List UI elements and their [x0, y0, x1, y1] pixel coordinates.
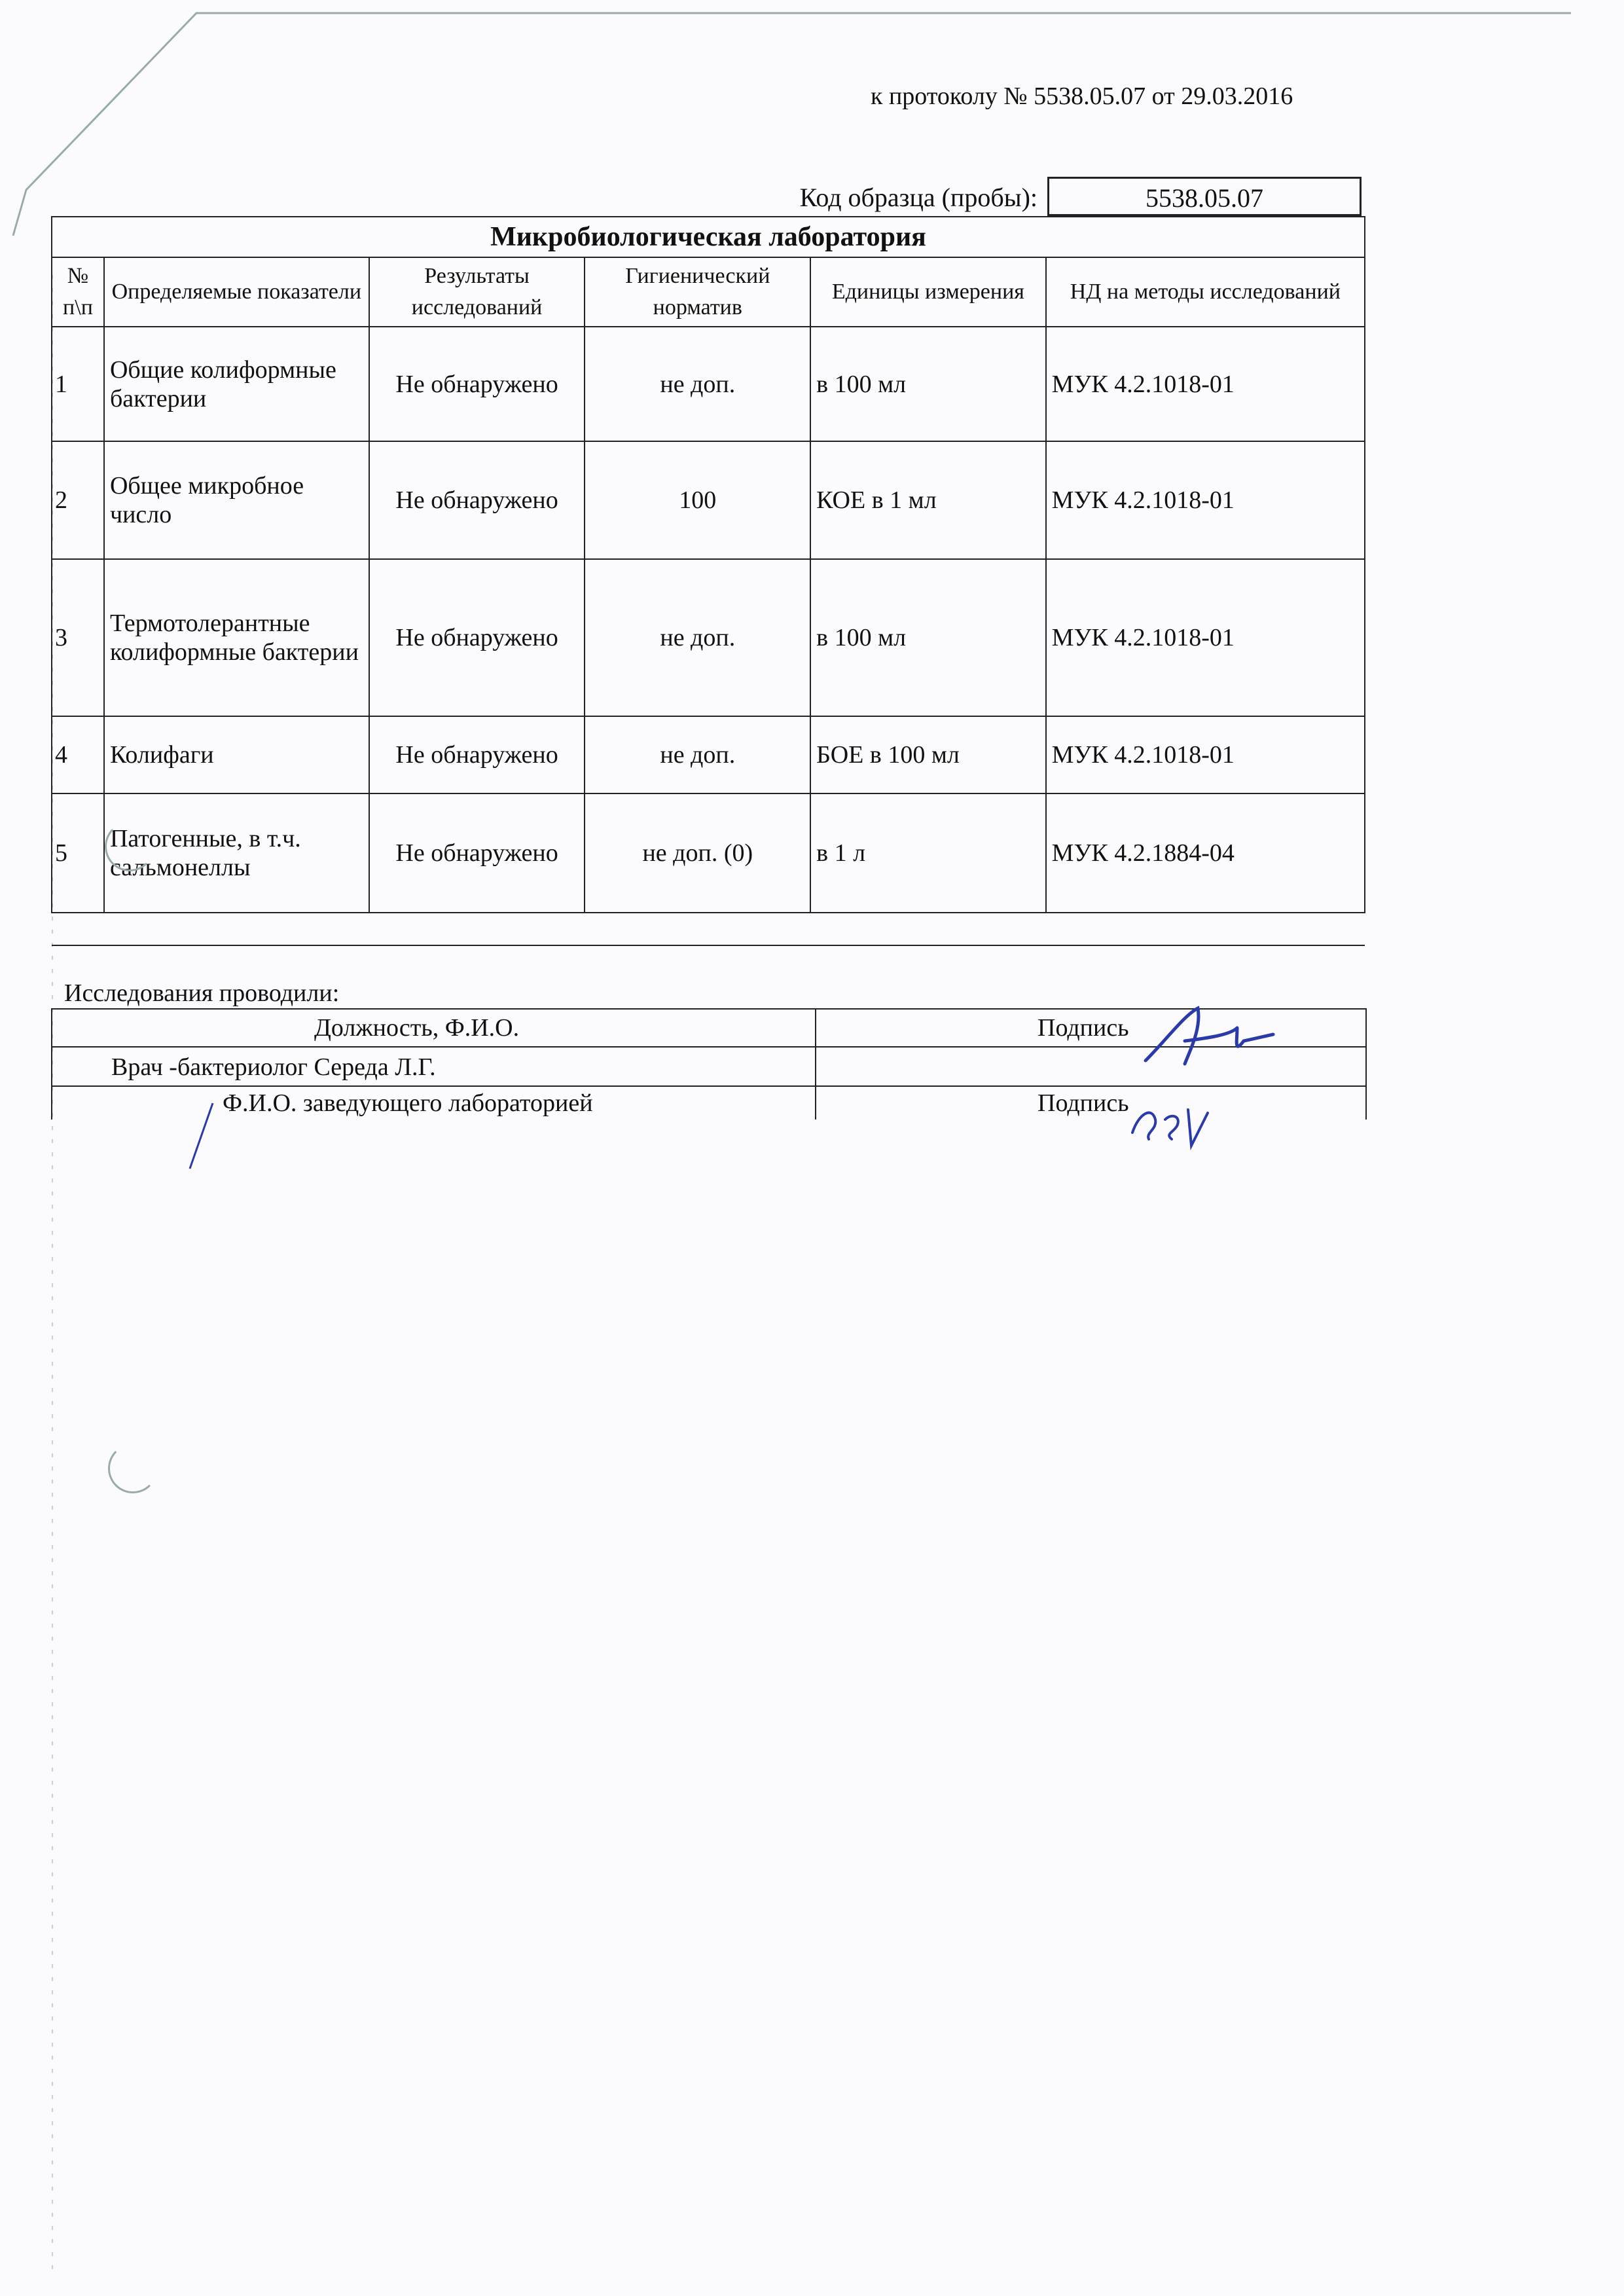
- row-method: МУК 4.2.1018-01: [1046, 716, 1365, 793]
- row-unit: БОЕ в 100 мл: [810, 716, 1046, 793]
- row-method: МУК 4.2.1884-04: [1046, 793, 1365, 913]
- col-header-result: Результаты исследований: [369, 257, 585, 327]
- row-num: 4: [52, 716, 104, 793]
- sample-code-value: 5538.05.07: [1047, 177, 1362, 216]
- sig-rule-low: [51, 1085, 1365, 1087]
- row-norm: не доп.: [585, 716, 810, 793]
- row-norm: 100: [585, 441, 810, 559]
- row-unit: в 1 л: [810, 793, 1046, 913]
- row-indicator: Общие колиформные бактерии: [104, 327, 369, 441]
- row-result: Не обнаружено: [369, 716, 585, 793]
- row-unit: КОЕ в 1 мл: [810, 441, 1046, 559]
- table-row: [52, 716, 1365, 793]
- row-indicator: Общее микробное число: [104, 441, 369, 559]
- protocol-reference: к протоколу № 5538.05.07 от 29.03.2016: [871, 82, 1293, 110]
- row-result: Не обнаружено: [369, 559, 585, 716]
- sig-vline-left: [51, 1008, 52, 1120]
- row-num: 3: [52, 559, 104, 716]
- punch-hole-top: [105, 822, 154, 871]
- row-result: Не обнаружено: [369, 793, 585, 913]
- row-unit: в 100 мл: [810, 559, 1046, 716]
- sig-vline-right: [1365, 1008, 1367, 1120]
- spacer-row: [52, 913, 1365, 945]
- row-num: 2: [52, 441, 104, 559]
- punch-hole-bottom: [108, 1444, 158, 1493]
- pen-mark: [183, 1100, 223, 1172]
- row-num: 1: [52, 327, 104, 441]
- results-table: [51, 216, 1365, 946]
- row-norm: не доп. (0): [585, 793, 810, 913]
- col-header-unit: Единицы измерения: [810, 257, 1046, 327]
- row-indicator: Колифаги: [104, 716, 369, 793]
- table-header-row: [52, 257, 1365, 327]
- col-signature-header: Подпись: [1038, 1014, 1129, 1042]
- row-indicator: Патогенные, в т.ч. сальмонеллы: [104, 793, 369, 913]
- col-header-indicator: Определяемые показатели: [104, 257, 369, 327]
- row-method: МУК 4.2.1018-01: [1046, 441, 1365, 559]
- sample-code-label: Код образца (пробы):: [799, 183, 1038, 212]
- head-signature-label: Подпись: [1038, 1089, 1129, 1117]
- col-position-header: Должность, Ф.И.О.: [314, 1014, 520, 1042]
- col-header-norm: Гигиенический норматив: [585, 257, 810, 327]
- row-result: Не обнаружено: [369, 441, 585, 559]
- sig-vline-mid: [815, 1008, 816, 1120]
- head-signature: [1126, 1093, 1218, 1152]
- row-result: Не обнаружено: [369, 327, 585, 441]
- row-method: МУК 4.2.1018-01: [1046, 327, 1365, 441]
- row-norm: не доп.: [585, 559, 810, 716]
- table-row: [52, 559, 1365, 716]
- row-norm: не доп.: [585, 327, 810, 441]
- table-row: [52, 441, 1365, 559]
- staff-signature: [1139, 1002, 1283, 1074]
- head-label: Ф.И.О. заведующего лабораторией: [223, 1089, 593, 1117]
- table-row: [52, 327, 1365, 441]
- row-method: МУК 4.2.1018-01: [1046, 559, 1365, 716]
- signatures-lead: Исследования проводили:: [64, 979, 340, 1007]
- table-row: [52, 793, 1365, 913]
- col-header-method: НД на методы исследований: [1046, 257, 1365, 327]
- row-num: 5: [52, 793, 104, 913]
- row-indicator: Термотолерантные колиформные бактерии: [104, 559, 369, 716]
- row-unit: в 100 мл: [810, 327, 1046, 441]
- staff-name: Врач -бактериолог Середа Л.Г.: [111, 1053, 436, 1081]
- col-header-num: № п\п: [52, 257, 104, 327]
- lab-title: Микробиологическая лаборатория: [52, 217, 1365, 257]
